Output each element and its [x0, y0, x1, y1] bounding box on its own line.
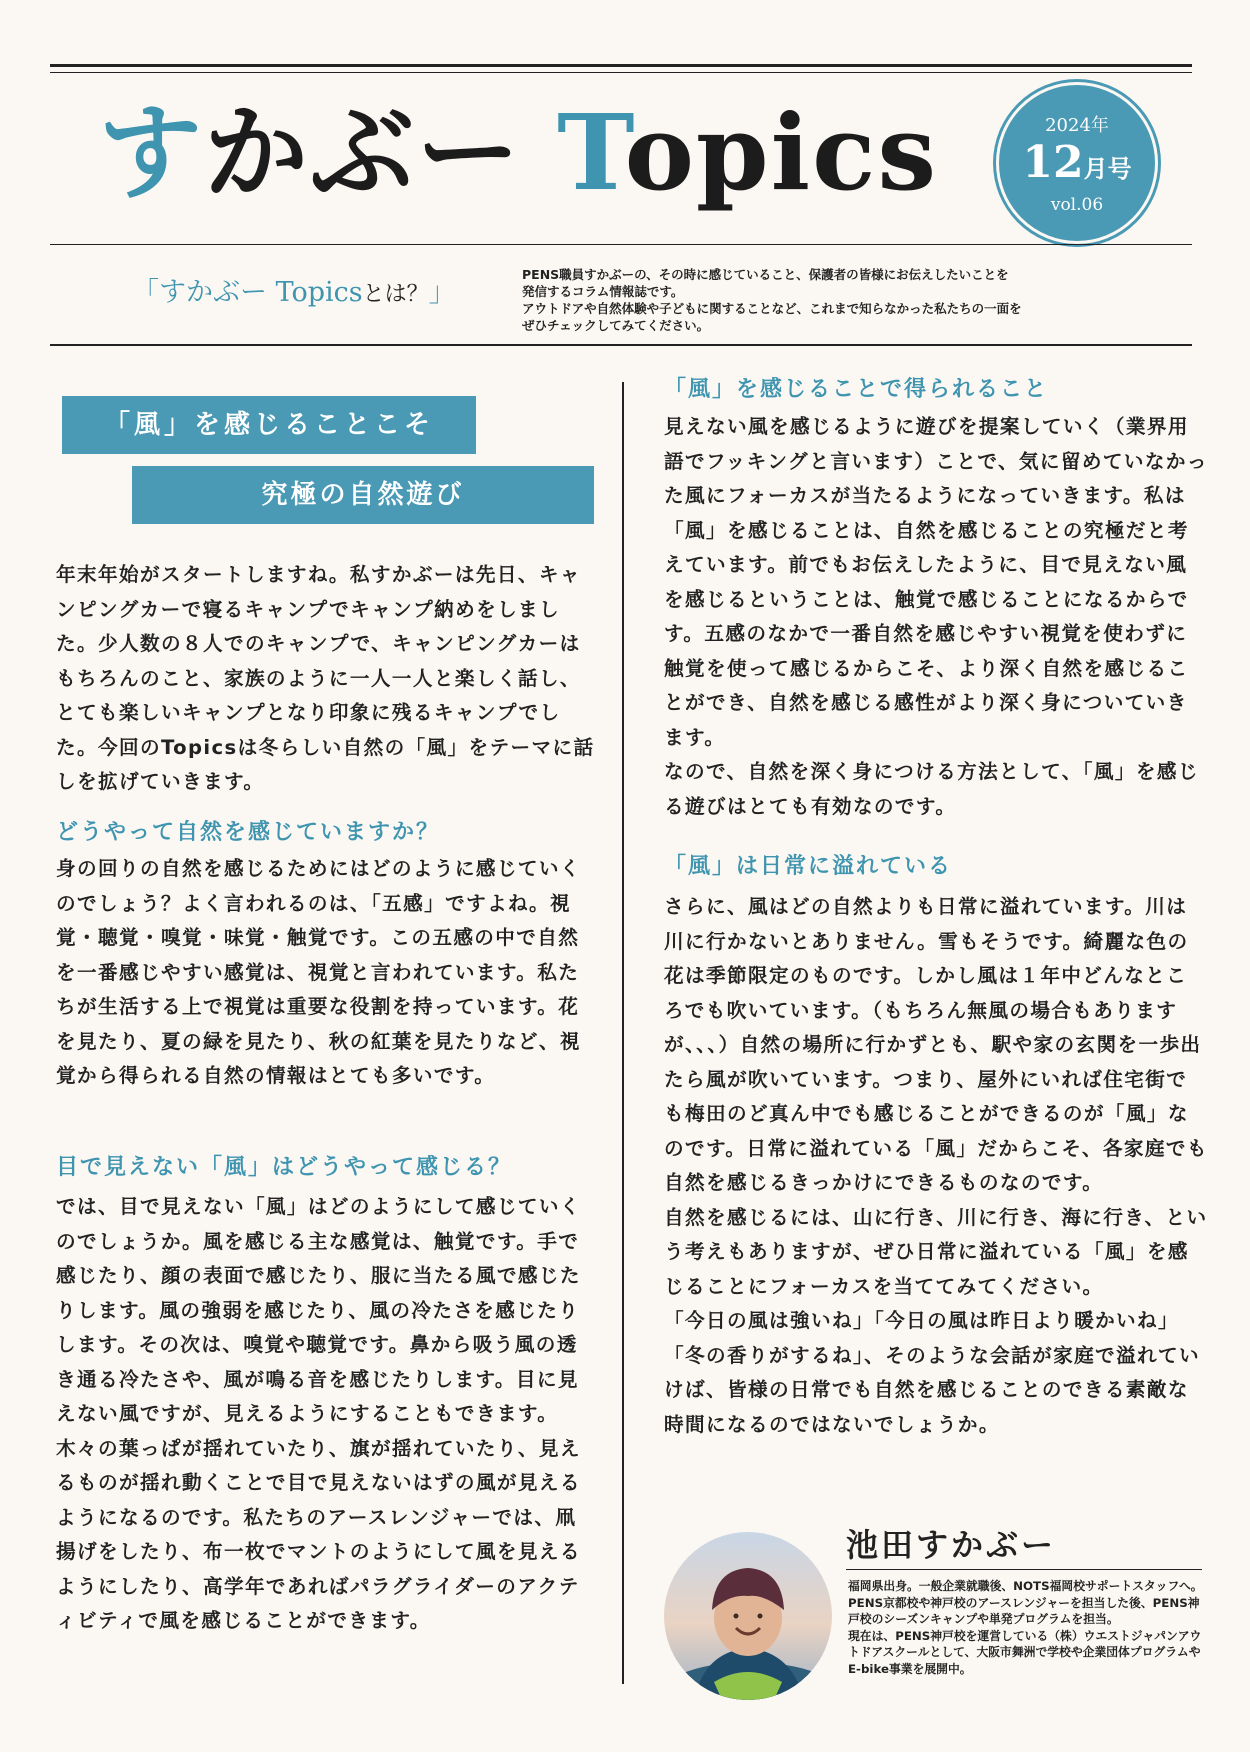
about-top-rule	[50, 244, 1192, 245]
title-ja-main: かぶー	[204, 91, 523, 214]
author-name: 池田すかぶー	[846, 1526, 1057, 1564]
author-name-rule	[846, 1569, 1202, 1570]
author-bio-career: 福岡県出身。一般企業就職後、NOTS福岡校サポートスタッフへ。PENS京都校や神戸校のアースレンジャーを担当した後、PENS神戸校のシーズンキャンプや単発プログラムを担当。	[848, 1579, 1203, 1627]
feature-banner-2: 究極の自然遊び	[132, 466, 594, 524]
paragraph-gains-conclusion: なので、自然を深く身につける方法として、「風」を感じる遊びはとても有効なのです。	[664, 760, 1199, 818]
paragraph-gains-main: 見えない風を感じるように遊びを提案していく（業界用語でフッキングと言います）ことで、気に留めていなかった風にフォーカスが当たるようになっていきます。私は「風」を感じることは、自然を感じることの究極だと考えています。前でもお伝えしたように、目で見えない風を感じるということは、触覚で感じることになるからです。五感のなかで一番自然を感じやすい視覚を使わずに触覚を使って感じるからこそ、より深く自然を感じることができ、自然を感じる感性がより深く身についていきます。	[664, 415, 1208, 749]
about-description	[522, 266, 1102, 334]
author-bio	[848, 1578, 1208, 1678]
about-bottom-rule	[50, 344, 1192, 346]
issue-volume: vol.06	[1050, 195, 1104, 215]
title-ja-accent: す	[98, 91, 205, 214]
author-bio-current: 現在は、PENS神戸校を運営している（株）ウエストジャパンアウトドアスクールとして、大阪市舞洲で学校や企業団体プログラムやE-bike事業を展開中。	[848, 1628, 1202, 1676]
issue-badge	[996, 82, 1158, 244]
paragraph-everyday-closing: 「今日の風は強いね」「今日の風は昨日より暖かいね」「冬の香りがするね」、そのような会話が家庭で溢れていけば、皆様の日常でも自然を感じることのできる素敵な時間になるのではないでしょうか。	[664, 1309, 1201, 1436]
about-close-bracket: 」	[428, 277, 456, 308]
paragraph-everyday-wind	[664, 890, 1208, 1442]
paragraph-everyday-main: さらに、風はどの自然よりも日常に溢れています。川は川に行かないとありません。雪もそうです。綺麗な色の花は季節限定のものです。しかし風は１年中どんなところでも吹いています。（もちろん無風の場合もありますが、、、）自然の場所に行かずとも、駅や家の玄関を一歩出たら風が吹いています。つまり、屋外にいれば住宅街でも梅田のど真ん中でも感じることができるのが「風」なのです。日常に溢れている「風」だからこそ、各家庭でも自然を感じるきっかけにできるものなのです。	[664, 895, 1208, 1194]
title-en-accent: T	[557, 91, 625, 214]
issue-month	[999, 137, 1155, 195]
about-line-2: 発信するコラム情報誌です。	[522, 284, 684, 299]
issue-month-number: 12	[1022, 137, 1084, 188]
feature-banner-1: 「風」を感じることこそ	[62, 396, 476, 454]
paragraph-gains	[664, 410, 1208, 824]
author-photo-illustration	[664, 1532, 832, 1700]
about-question	[132, 270, 502, 309]
column-divider	[622, 382, 624, 1684]
about-line-1: PENS職員すかぶーの、その時に感じていること、保護者の皆様にお伝えしたいことを	[522, 267, 1009, 282]
author-avatar	[664, 1532, 832, 1700]
intro-paragraph: 年末年始がスタートしますね。私すかぶーは先日、キャンピングカーで寝るキャンプでキャンプ納めをしました。少人数の８人でのキャンプで、キャンピングカーはもちろんのこと、家族のように一人一人と楽しく話し、とても楽しいキャンプとなり印象に残るキャンプでした。今回のTopicsは冬らしい自然の「風」をテーマに話しを拡げていきます。	[56, 563, 595, 793]
section-heading-gains: 「風」を感じることで得られること	[664, 377, 1049, 402]
top-rule-thick	[50, 64, 1192, 67]
section-heading-invisible-wind: 目で見えない「風」はどうやって感じる？	[56, 1155, 513, 1180]
title-en-main: opics	[624, 91, 939, 214]
masthead-title	[98, 88, 958, 218]
about-suffix: とは？	[362, 282, 429, 307]
about-open-bracket: 「	[132, 277, 159, 308]
about-name: すかぶー Topics	[159, 277, 363, 308]
issue-year: 2024年	[1045, 115, 1109, 136]
top-rule-thin	[50, 72, 1192, 73]
issue-month-unit: 月号	[1083, 154, 1132, 183]
about-line-3: アウトドアや自然体験や子どもに関することなど、これまで知らなかった私たちの一面を	[522, 301, 1022, 316]
paragraph-invisible-wind: では、目で見えない「風」はどのようにして感じていくのでしょうか。風を感じる主な感覚は、触覚です。手で感じたり、顔の表面で感じたり、服に当たる風で感じたりします。風の強弱を感じたり、風の冷たさを感じたりします。その次は、嗅覚や聴覚です。鼻から吸う風の透き通る冷たさや、風が鳴る音を感じたりします。目に見えない風ですが、見えるようにすることもできます。木々の葉っぱが揺れていたり、旗が揺れていたり、見えるものが揺れ動くことで目で見えないはずの風が見えるようになるのです。私たちのアースレンジャーでは、凧揚げをしたり、布一枚でマントのようにして風を見えるようにしたり、高学年であればパラグライダーのアクティビティで風を感じることができます。	[56, 1195, 581, 1632]
about-line-4: ぜひチェックしてみてください。	[522, 318, 710, 333]
paragraph-everyday-suggestion: 自然を感じるには、山に行き、川に行き、海に行き、という考えもありますが、ぜひ日常に溢れている「風」を感じることにフォーカスを当ててみてください。	[664, 1205, 1208, 1298]
section-heading-how-feel: どうやって自然を感じていますか？	[56, 820, 441, 845]
paragraph-five-senses: 身の回りの自然を感じるためにはどのように感じていくのでしょう？よく言われるのは、「五感」ですよね。視覚・聴覚・嗅覚・味覚・触覚です。この五感の中で自然を一番感じやすい感覚は、視覚と言われています。私たちが生活する上で視覚は重要な役割を持っています。花を見たり、夏の緑を見たり、秋の紅葉を見たりなど、視覚から得られる自然の情報はとても多いです。	[56, 857, 581, 1087]
section-heading-everyday-wind: 「風」は日常に溢れている	[664, 854, 953, 879]
